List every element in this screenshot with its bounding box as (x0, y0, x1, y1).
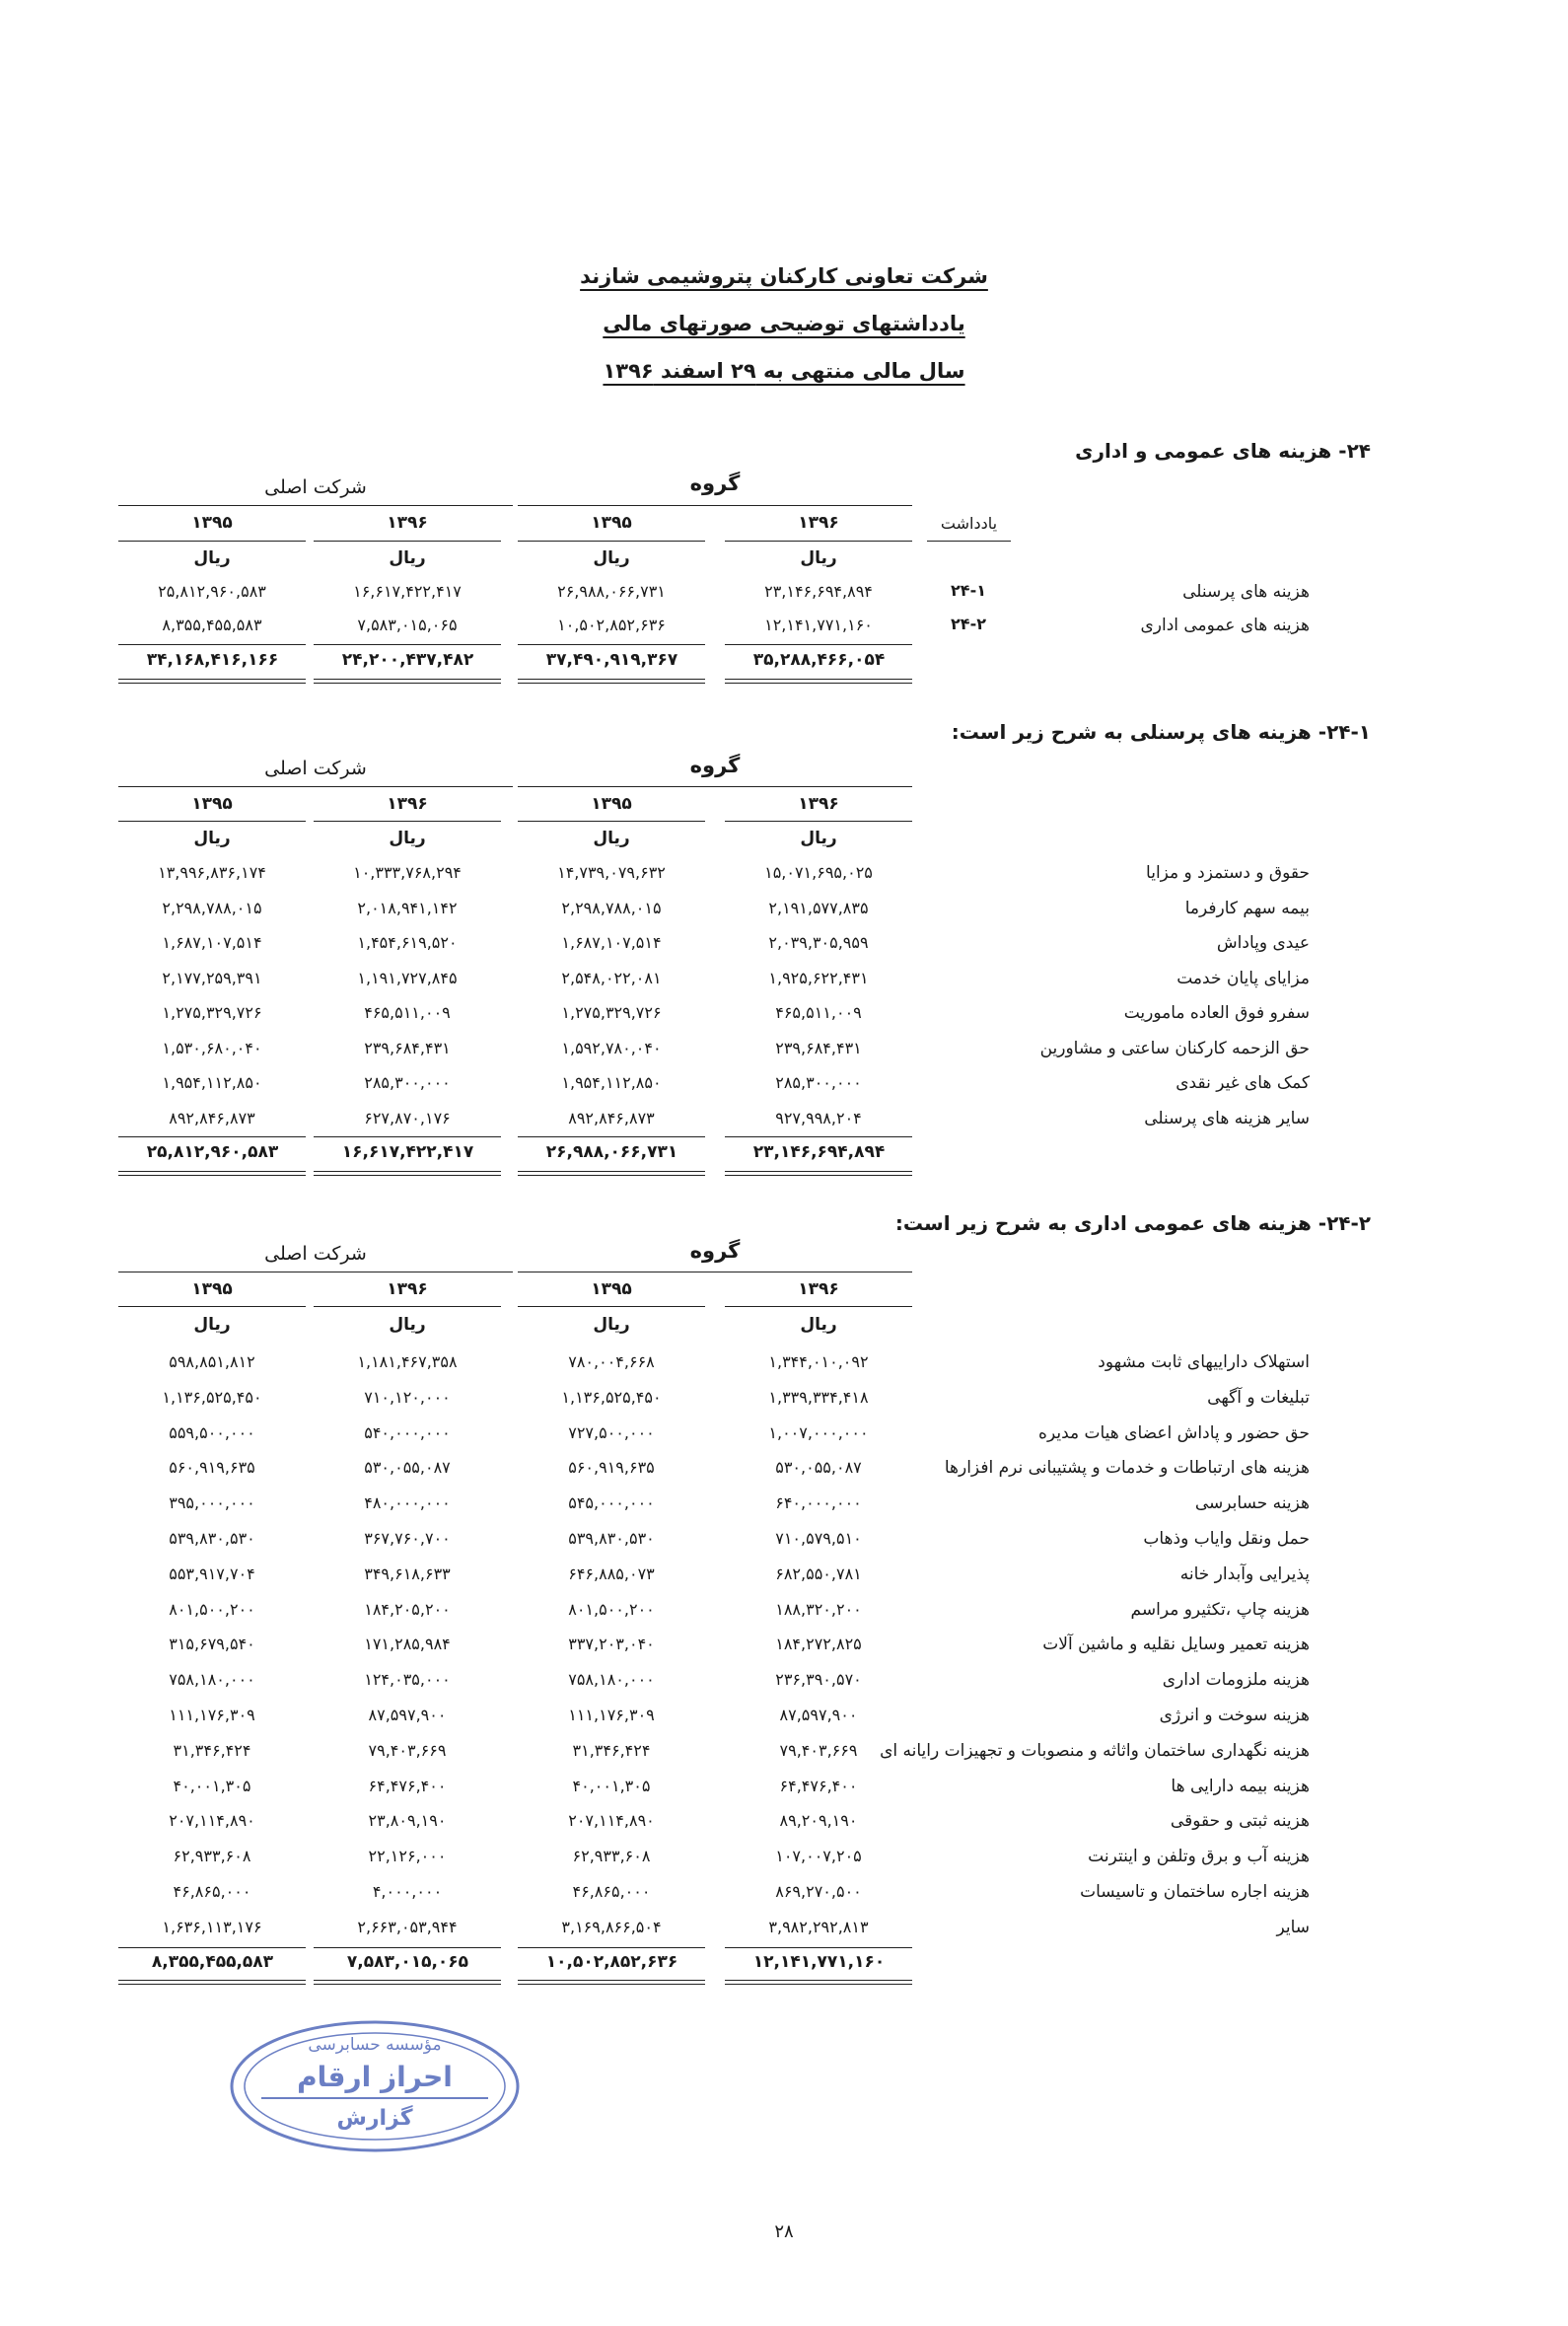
cell-group-1396: ۲۸۵,۳۰۰,۰۰۰ (775, 1073, 862, 1092)
total-group-1395: ۲۶,۹۸۸,۰۶۶,۷۳۱ (545, 1142, 678, 1162)
year-rule (725, 541, 912, 542)
cell-parent-1395: ۳۹۵,۰۰۰,۰۰۰ (169, 1493, 255, 1513)
cell-group-1396: ۸۷,۵۹۷,۹۰۰ (779, 1706, 858, 1724)
cell-group-1395: ۳,۱۶۹,۸۶۶,۵۰۴ (561, 1917, 662, 1936)
parent-column-header: شرکت اصلی (264, 1243, 367, 1265)
cell-group-1396: ۲۳۶,۳۹۰,۵۷۰ (775, 1670, 862, 1690)
total-parent-1396: ۷,۵۸۳,۰۱۵,۰۶۵ (346, 1952, 469, 1972)
row-label: هزینه های ارتباطات و خدمات و پشتیبانی نرم افزارها (944, 1458, 1310, 1479)
section-24-1-title: ۲۴-۱- هزینه های پرسنلی به شرح زیر است: (951, 720, 1371, 744)
cell-group-1396: ۸۹,۲۰۹,۱۹۰ (779, 1811, 858, 1831)
year-rule (725, 1306, 912, 1307)
cell-parent-1395: ۱,۶۳۶,۱۱۳,۱۷۶ (162, 1917, 262, 1936)
row-label: هزینه های پرسنلی (1182, 582, 1310, 602)
row-label: کمک های غیر نقدی (1176, 1073, 1310, 1093)
cell-group-1395: ۷۵۸,۱۸۰,۰۰۰ (568, 1670, 655, 1690)
row-label: سفرو فوق العاده ماموریت (1123, 1003, 1310, 1023)
cell-parent-1395: ۵۹۸,۸۵۱,۸۱۲ (169, 1352, 255, 1371)
subtotal-rule (725, 1136, 912, 1137)
row-label: هزینه نگهداری ساختمان واثاثه و منصوبات و تجهیزات رایانه ای (880, 1740, 1310, 1761)
cell-parent-1395: ۱,۵۳۰,۶۸۰,۰۴۰ (162, 1038, 262, 1057)
total-group-1395: ۳۷,۴۹۰,۹۱۹,۳۶۷ (545, 650, 678, 670)
cell-group-1395: ۵۳۹,۸۳۰,۵۳۰ (568, 1529, 655, 1548)
cell-group-1395: ۸۰۱,۵۰۰,۲۰۰ (568, 1599, 655, 1619)
cell-group-1395: ۲,۵۴۸,۰۲۲,۰۸۱ (561, 968, 662, 987)
parent-header-rule (118, 786, 513, 787)
currency-label: ریال (389, 548, 426, 568)
cell-parent-1395: ۴۶,۸۶۵,۰۰۰ (173, 1882, 251, 1901)
subtotal-rule (314, 1947, 501, 1948)
cell-parent-1396: ۷,۵۸۳,۰۱۵,۰۶۵ (357, 616, 458, 634)
cell-parent-1396: ۱۰,۳۳۳,۷۶۸,۲۹۴ (353, 863, 462, 882)
double-underline (518, 1980, 705, 1985)
currency-label: ریال (593, 829, 630, 848)
currency-label: ریال (193, 548, 231, 568)
double-underline (518, 679, 705, 684)
cell-parent-1396: ۳۴۹,۶۱۸,۶۳۳ (364, 1563, 451, 1583)
cell-group-1395: ۱,۲۷۵,۳۲۹,۷۲۶ (561, 1003, 662, 1022)
cell-group-1396: ۶۴,۴۷۶,۴۰۰ (779, 1776, 858, 1795)
cell-group-1395: ۶۴۶,۸۸۵,۰۷۳ (568, 1563, 655, 1583)
cell-group-1395: ۱,۱۳۶,۵۲۵,۴۵۰ (561, 1387, 662, 1407)
parent-column-header: شرکت اصلی (264, 476, 367, 498)
cell-parent-1396: ۴۸۰,۰۰۰,۰۰۰ (364, 1493, 451, 1513)
cell-parent-1396: ۷۹,۴۰۳,۶۶۹ (368, 1740, 447, 1760)
double-underline (118, 1980, 306, 1985)
cell-group-1395: ۶۲,۹۳۳,۶۰۸ (572, 1847, 651, 1866)
stamp-line-firm: احراز ارقام (297, 2061, 453, 2093)
year-1395-group: ۱۳۹۵ (591, 513, 632, 533)
cell-parent-1396: ۷۱۰,۱۲۰,۰۰۰ (364, 1387, 451, 1407)
cell-group-1396: ۱۰۷,۰۰۷,۲۰۵ (775, 1847, 862, 1866)
row-label: هزینه آب و برق وتلفن و اینترنت (1088, 1847, 1310, 1867)
cell-group-1395: ۲۶,۹۸۸,۰۶۶,۷۳۱ (557, 582, 666, 601)
year-1395-parent: ۱۳۹۵ (191, 794, 233, 814)
cell-group-1395: ۵۴۵,۰۰۰,۰۰۰ (568, 1493, 655, 1513)
cell-group-1396: ۹۲۷,۹۹۸,۲۰۴ (775, 1108, 862, 1127)
cell-parent-1395: ۱۱۱,۱۷۶,۳۰۹ (169, 1706, 255, 1724)
cell-parent-1395: ۱,۹۵۴,۱۱۲,۸۵۰ (162, 1073, 262, 1092)
cell-group-1395: ۱,۵۹۲,۷۸۰,۰۴۰ (561, 1038, 662, 1057)
cell-parent-1395: ۲۵,۸۱۲,۹۶۰,۵۸۳ (158, 582, 266, 601)
row-label: هزینه های عمومی اداری (1140, 616, 1310, 635)
document-subtitle: یادداشتهای توضیحی صورتهای مالی (603, 312, 965, 335)
currency-label: ریال (800, 1315, 837, 1335)
total-parent-1395: ۸,۳۵۵,۴۵۵,۵۸۳ (151, 1952, 274, 1972)
cell-parent-1395: ۵۳۹,۸۳۰,۵۳۰ (169, 1529, 255, 1548)
row-label: حق حضور و پاداش اعضای هیات مدیره (1038, 1422, 1310, 1443)
cell-group-1396: ۱,۰۰۷,۰۰۰,۰۰۰ (768, 1422, 869, 1442)
year-rule (314, 541, 501, 542)
note-header-rule (927, 541, 1011, 542)
row-label: حقوق و دستمزد و مزایا (1146, 863, 1310, 883)
currency-label: ریال (193, 1315, 231, 1335)
cell-group-1396: ۱۸۸,۳۲۰,۲۰۰ (775, 1599, 862, 1619)
row-label: حق الزحمه کارکنان ساعتی و مشاورین (1039, 1038, 1310, 1058)
cell-group-1396: ۱۵,۰۷۱,۶۹۵,۰۲۵ (764, 863, 873, 882)
cell-parent-1395: ۸۰۱,۵۰۰,۲۰۰ (169, 1599, 255, 1619)
cell-parent-1395: ۱,۲۷۵,۳۲۹,۷۲۶ (162, 1003, 262, 1022)
cell-parent-1395: ۲,۱۷۷,۲۵۹,۳۹۱ (162, 968, 262, 987)
row-label: هزینه چاپ ،تکثیرو مراسم (1130, 1599, 1310, 1620)
section-24-title: ۲۴- هزینه های عمومی و اداری (1075, 439, 1371, 463)
total-group-1395: ۱۰,۵۰۲,۸۵۲,۶۳۶ (545, 1952, 678, 1972)
row-label: پذیرایی وآبدار خانه (1179, 1563, 1310, 1584)
cell-parent-1395: ۱۳,۹۹۶,۸۳۶,۱۷۴ (158, 863, 266, 882)
cell-parent-1396: ۲۳,۸۰۹,۱۹۰ (368, 1811, 447, 1831)
cell-parent-1396: ۱۲۴,۰۳۵,۰۰۰ (364, 1670, 451, 1690)
cell-group-1396: ۱,۳۳۹,۳۳۴,۴۱۸ (768, 1387, 869, 1407)
cell-parent-1395: ۲,۲۹۸,۷۸۸,۰۱۵ (162, 898, 262, 917)
page-number: ۲۸ (774, 2221, 794, 2242)
year-1396-group: ۱۳۹۶ (798, 1279, 839, 1299)
row-label: هزینه حسابرسی (1194, 1493, 1310, 1514)
double-underline (314, 1171, 501, 1176)
double-underline (314, 1980, 501, 1985)
double-underline (118, 679, 306, 684)
cell-group-1396: ۶۸۲,۵۵۰,۷۸۱ (775, 1563, 862, 1583)
cell-parent-1395: ۵۵۳,۹۱۷,۷۰۴ (169, 1563, 255, 1583)
cell-parent-1395: ۸,۳۵۵,۴۵۵,۵۸۳ (162, 616, 262, 634)
group-column-header: گروه (689, 754, 741, 777)
cell-group-1396: ۷۹,۴۰۳,۶۶۹ (779, 1740, 858, 1760)
year-rule (118, 821, 306, 822)
cell-group-1396: ۲,۰۳۹,۳۰۵,۹۵۹ (768, 933, 869, 952)
cell-parent-1396: ۱۶,۶۱۷,۴۲۲,۴۱۷ (353, 582, 462, 601)
cell-group-1395: ۱۴,۷۳۹,۰۷۹,۶۳۲ (557, 863, 666, 882)
currency-label: ریال (800, 829, 837, 848)
currency-label: ریال (193, 829, 231, 848)
year-rule (118, 541, 306, 542)
row-label: هزینه بیمه دارایی ها (1171, 1776, 1310, 1796)
year-rule (314, 1306, 501, 1307)
cell-parent-1396: ۲۸۵,۳۰۰,۰۰۰ (364, 1073, 451, 1092)
double-underline (118, 1171, 306, 1176)
total-group-1396: ۲۳,۱۴۶,۶۹۴,۸۹۴ (752, 1142, 886, 1162)
double-underline (518, 1171, 705, 1176)
cell-parent-1396: ۲۲,۱۲۶,۰۰۰ (368, 1847, 447, 1866)
currency-label: ریال (389, 829, 426, 848)
cell-group-1395: ۸۹۲,۸۴۶,۸۷۳ (568, 1108, 655, 1127)
parent-header-rule (118, 505, 513, 506)
note-ref: ۲۴-۲ (951, 615, 986, 633)
subtotal-rule (118, 1136, 306, 1137)
year-rule (725, 821, 912, 822)
cell-group-1395: ۱۱۱,۱۷۶,۳۰۹ (568, 1706, 655, 1724)
cell-group-1395: ۱,۶۸۷,۱۰۷,۵۱۴ (561, 933, 662, 952)
company-name: شرکت تعاونی کارکنان پتروشیمی شازند (580, 264, 988, 288)
fiscal-period: سال مالی منتهی به ۲۹ اسفند ۱۳۹۶ (603, 359, 965, 383)
cell-parent-1396: ۲,۰۱۸,۹۴۱,۱۴۲ (357, 898, 458, 917)
year-1395-parent: ۱۳۹۵ (191, 513, 233, 533)
subtotal-rule (118, 644, 306, 645)
year-rule (118, 1306, 306, 1307)
section-24-2-title: ۲۴-۲- هزینه های عمومی اداری به شرح زیر است: (894, 1211, 1371, 1235)
row-label: هزینه ملزومات اداری (1162, 1670, 1310, 1691)
subtotal-rule (118, 1947, 306, 1948)
group-header-rule (518, 786, 912, 787)
cell-parent-1396: ۶۴,۴۷۶,۴۰۰ (368, 1776, 447, 1795)
row-label: بیمه سهم کارفرما (1184, 898, 1310, 918)
cell-group-1395: ۵۶۰,۹۱۹,۶۳۵ (568, 1458, 655, 1478)
stamp-line-institute: مؤسسه حسابرسی (308, 2035, 442, 2055)
cell-parent-1396: ۱,۱۸۱,۴۶۷,۳۵۸ (357, 1352, 458, 1371)
year-1396-parent: ۱۳۹۶ (387, 513, 428, 533)
currency-label: ریال (593, 548, 630, 568)
cell-group-1395: ۳۳۷,۲۰۳,۰۴۰ (568, 1635, 655, 1654)
cell-parent-1395: ۶۲,۹۳۳,۶۰۸ (173, 1847, 251, 1866)
double-underline (314, 679, 501, 684)
year-1395-group: ۱۳۹۵ (591, 1279, 632, 1299)
audit-stamp (227, 2017, 523, 2155)
cell-group-1396: ۴۶۵,۵۱۱,۰۰۹ (775, 1003, 862, 1022)
cell-parent-1395: ۱,۱۳۶,۵۲۵,۴۵۰ (162, 1387, 262, 1407)
cell-parent-1395: ۷۵۸,۱۸۰,۰۰۰ (169, 1670, 255, 1690)
cell-group-1395: ۲۰۷,۱۱۴,۸۹۰ (568, 1811, 655, 1831)
cell-group-1396: ۲۳۹,۶۸۴,۴۳۱ (775, 1038, 862, 1057)
cell-parent-1395: ۴۰,۰۰۱,۳۰۵ (173, 1776, 251, 1795)
cell-group-1396: ۷۱۰,۵۷۹,۵۱۰ (775, 1529, 862, 1548)
row-label: تبلیغات و آگهی (1207, 1387, 1310, 1408)
year-1395-group: ۱۳۹۵ (591, 794, 632, 814)
cell-group-1395: ۷۸۰,۰۰۴,۶۶۸ (568, 1352, 655, 1371)
cell-group-1396: ۲۳,۱۴۶,۶۹۴,۸۹۴ (764, 582, 873, 601)
total-group-1396: ۳۵,۲۸۸,۴۶۶,۰۵۴ (752, 650, 886, 670)
currency-label: ریال (800, 548, 837, 568)
cell-parent-1396: ۵۳۰,۰۵۵,۰۸۷ (364, 1458, 451, 1478)
cell-parent-1396: ۱۷۱,۲۸۵,۹۸۴ (364, 1635, 451, 1654)
note-column-header: یادداشت (940, 514, 998, 533)
row-label: حمل ونقل وایاب وذهاب (1143, 1529, 1310, 1549)
subtotal-rule (518, 1136, 705, 1137)
cell-parent-1396: ۶۲۷,۸۷۰,۱۷۶ (364, 1108, 451, 1127)
cell-group-1395: ۱,۹۵۴,۱۱۲,۸۵۰ (561, 1073, 662, 1092)
subtotal-rule (518, 644, 705, 645)
row-label: هزینه ثبتی و حقوقی (1170, 1811, 1310, 1832)
cell-parent-1395: ۵۶۰,۹۱۹,۶۳۵ (169, 1458, 255, 1478)
cell-group-1395: ۴۶,۸۶۵,۰۰۰ (572, 1882, 651, 1901)
currency-label: ریال (389, 1315, 426, 1335)
cell-group-1396: ۱,۳۴۴,۰۱۰,۰۹۲ (768, 1352, 869, 1371)
year-1395-parent: ۱۳۹۵ (191, 1279, 233, 1299)
group-column-header: گروه (689, 1239, 741, 1263)
note-ref: ۲۴-۱ (951, 581, 986, 600)
cell-group-1396: ۸۶۹,۲۷۰,۵۰۰ (775, 1882, 862, 1901)
cell-group-1396: ۳,۹۸۲,۲۹۲,۸۱۳ (768, 1917, 869, 1936)
total-parent-1396: ۲۴,۲۰۰,۴۳۷,۴۸۲ (341, 650, 474, 670)
cell-group-1396: ۱۲,۱۴۱,۷۷۱,۱۶۰ (764, 616, 873, 634)
row-label: سایر (1276, 1917, 1310, 1937)
currency-label: ریال (593, 1315, 630, 1335)
row-label: هزینه سوخت و انرژی (1159, 1706, 1310, 1725)
double-underline (725, 1980, 912, 1985)
cell-group-1396: ۱۸۴,۲۷۲,۸۲۵ (775, 1635, 862, 1654)
row-label: عیدی وپاداش (1216, 933, 1310, 953)
cell-parent-1396: ۴۶۵,۵۱۱,۰۰۹ (364, 1003, 451, 1022)
double-underline (725, 1171, 912, 1176)
year-1396-parent: ۱۳۹۶ (387, 794, 428, 814)
total-parent-1396: ۱۶,۶۱۷,۴۲۲,۴۱۷ (341, 1142, 474, 1162)
cell-parent-1396: ۲۳۹,۶۸۴,۴۳۱ (364, 1038, 451, 1057)
subtotal-rule (314, 1136, 501, 1137)
subtotal-rule (725, 1947, 912, 1948)
year-1396-group: ۱۳۹۶ (798, 513, 839, 533)
row-label: هزینه تعمیر وسایل نقلیه و ماشین آلات (1042, 1635, 1310, 1655)
double-underline (725, 679, 912, 684)
total-parent-1395: ۳۴,۱۶۸,۴۱۶,۱۶۶ (146, 650, 279, 670)
year-rule (314, 821, 501, 822)
cell-group-1395: ۷۲۷,۵۰۰,۰۰۰ (568, 1422, 655, 1442)
cell-parent-1396: ۳۶۷,۷۶۰,۷۰۰ (364, 1529, 451, 1548)
cell-group-1395: ۳۱,۳۴۶,۴۲۴ (572, 1740, 651, 1760)
row-label: هزینه اجاره ساختمان و تاسیسات (1080, 1882, 1310, 1902)
group-header-rule (518, 505, 912, 506)
total-group-1396: ۱۲,۱۴۱,۷۷۱,۱۶۰ (752, 1952, 886, 1972)
cell-parent-1396: ۴,۰۰۰,۰۰۰ (372, 1882, 443, 1901)
cell-parent-1395: ۳۱۵,۶۷۹,۵۴۰ (169, 1635, 255, 1654)
total-parent-1395: ۲۵,۸۱۲,۹۶۰,۵۸۳ (146, 1142, 279, 1162)
cell-parent-1396: ۲,۶۶۳,۰۵۳,۹۴۴ (357, 1917, 458, 1936)
cell-parent-1395: ۳۱,۳۴۶,۴۲۴ (173, 1740, 251, 1760)
cell-group-1396: ۵۳۰,۰۵۵,۰۸۷ (775, 1458, 862, 1478)
cell-group-1396: ۲,۱۹۱,۵۷۷,۸۳۵ (768, 898, 869, 917)
cell-parent-1396: ۱,۱۹۱,۷۲۷,۸۴۵ (357, 968, 458, 987)
row-label: مزایای پایان خدمت (1176, 968, 1310, 988)
cell-parent-1396: ۱,۴۵۴,۶۱۹,۵۲۰ (357, 933, 458, 952)
cell-group-1395: ۲,۲۹۸,۷۸۸,۰۱۵ (561, 898, 662, 917)
cell-parent-1395: ۵۵۹,۵۰۰,۰۰۰ (169, 1422, 255, 1442)
year-1396-parent: ۱۳۹۶ (387, 1279, 428, 1299)
subtotal-rule (725, 644, 912, 645)
subtotal-rule (518, 1947, 705, 1948)
cell-group-1396: ۶۴۰,۰۰۰,۰۰۰ (775, 1493, 862, 1513)
cell-parent-1395: ۲۰۷,۱۱۴,۸۹۰ (169, 1811, 255, 1831)
cell-group-1395: ۱۰,۵۰۲,۸۵۲,۶۳۶ (557, 616, 666, 634)
cell-parent-1396: ۵۴۰,۰۰۰,۰۰۰ (364, 1422, 451, 1442)
parent-column-header: شرکت اصلی (264, 758, 367, 779)
cell-group-1395: ۴۰,۰۰۱,۳۰۵ (572, 1776, 651, 1795)
year-rule (518, 541, 705, 542)
stamp-line-report: گزارش (336, 2106, 413, 2131)
year-rule (518, 821, 705, 822)
year-1396-group: ۱۳۹۶ (798, 794, 839, 814)
row-label: سایر هزینه های پرسنلی (1144, 1108, 1310, 1128)
cell-group-1396: ۱,۹۲۵,۶۲۲,۴۳۱ (768, 968, 869, 987)
cell-parent-1395: ۸۹۲,۸۴۶,۸۷۳ (169, 1108, 255, 1127)
year-rule (518, 1306, 705, 1307)
cell-parent-1396: ۱۸۴,۲۰۵,۲۰۰ (364, 1599, 451, 1619)
cell-parent-1395: ۱,۶۸۷,۱۰۷,۵۱۴ (162, 933, 262, 952)
cell-parent-1396: ۸۷,۵۹۷,۹۰۰ (368, 1706, 447, 1724)
subtotal-rule (314, 644, 501, 645)
row-label: استهلاک داراییهای ثابت مشهود (1098, 1352, 1310, 1372)
group-column-header: گروه (689, 472, 741, 495)
